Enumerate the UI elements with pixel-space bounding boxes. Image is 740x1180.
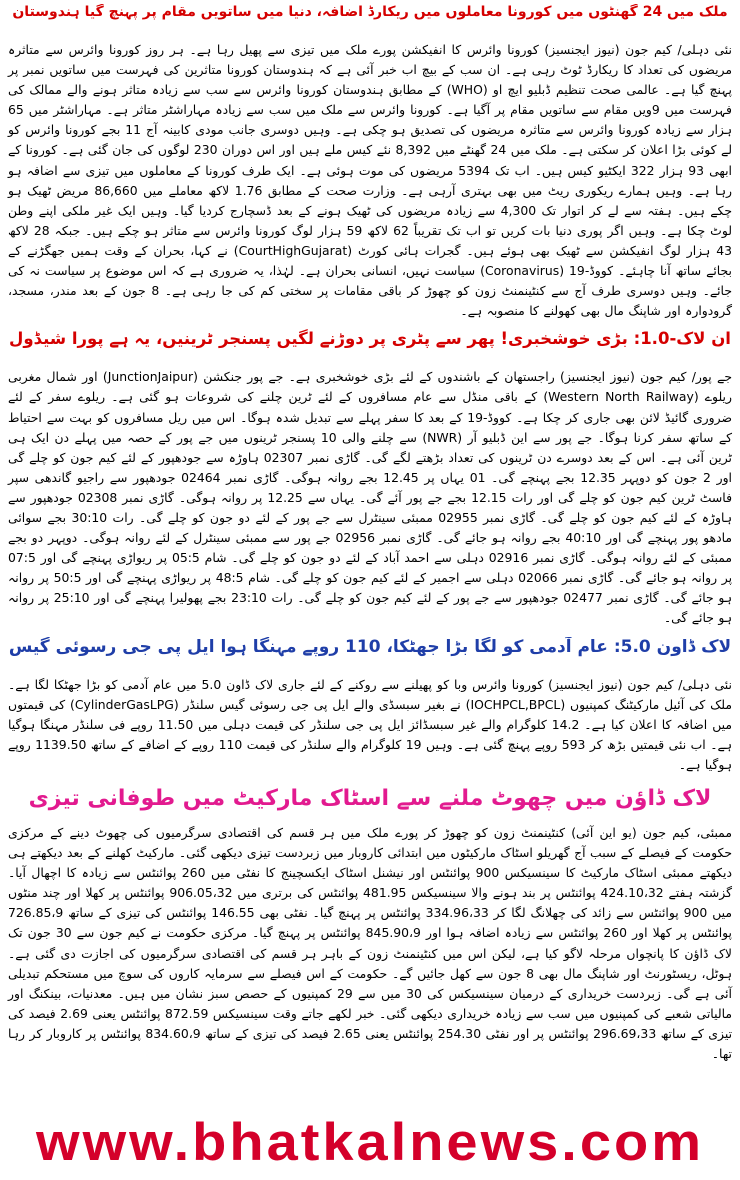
- article-headline: لاک ڈاون 5.0: عام آدمی کو لگا بڑا جھٹکا، 110 روپے مہنگا ہوا ایل پی جی رسوئی گیس: [8, 636, 732, 657]
- article-headline: لاک ڈاؤن میں چھوٹ ملنے سے اسٹاک مارکیٹ میں طوفانی تیزی: [28, 786, 712, 811]
- article-body: نئی دہلی/ کیم جون (نیوز ایجنسیز) کورونا وائرس کا انفیکشن پورے ملک میں تیزی سے پھیل رہا ہے۔ ہر روز کورونا وائرس سے متاثرہ مریضوں کی تعداد کا ریکارڈ ٹوٹ رہی ہے۔ ان سب کے بیچ اب خبر آئی ہے کہ ہندوستان کورونا متاثرین کی فہرست میں ساتویں نمبر پر پہنچ گیا ہے۔ عالمی صحت تنظیم ڈبلیو ایچ او (WHO) کے مطابق ہندوستان کورونا وائرس سے سب سے زیادہ متاثر ہونے والے ممالک کی فہرست میں 9ویں مقام سے ساتویں مقام پر آگیا ہے۔ کورونا وائرس سے ملک میں سب سے زیادہ مہاراشٹر متاثر ہے۔ مہاراشٹر میں 65 ہزار سے زیادہ کورونا وائرس سے متاثرہ مریضوں کی تصدیق ہو چکی ہے۔ وہیں دوسری جانب مودی کابینہ آج 11 بجے کورونا وائرس کو لے کوئی بڑا اعلان کر سکتی ہے۔ ملک میں 24 گھنٹے میں 8,392 نئے کیس ملے ہیں اور اس دوران 230 لوگوں کی جان گئی ہے۔ کورونا کے ابھی 93 ہزار 322 ایکٹیو کیس ہیں۔ اب تک 5394 مریضوں کی موت ہوئی ہے۔ ایک طرف کورونا کے معاملوں میں تیزی سے اضافہ ہو رہا ہے۔ وہیں ہمارے ریکوری ریٹ میں بھی بہتری آرہی ہے۔ وزارت صحت کے مطابق 1.76 لاکھ معاملے میں 86,660 مریض ٹھیک ہو چکے ہیں۔ ہفتہ سے لے کر اتوار تک 4,300 سے زیادہ مریضوں کی ٹھیک ہونے کے بعد ڈسچارج کردیا گیا۔ وہیں ایک غیر ملکی اپنے وطن لوٹ چکا ہے۔ وہیں اگر پوری دنیا بات کریں تو اب تک تقریباً 62 لاکھ 59 ہزار لوگ کورونا وائرس سے متاثر ہو چکے ہیں۔ جبکہ 28 لاکھ 43 ہزار لوگ انفیکشن سے ٹھیک بھی ہوئے ہیں۔ گجرات ہائی کورٹ (CourtHighGujarat) نے کہا، بحران کے وقت ہمیں جھگڑنے کے بجائے ساتھ آنا چاہئے۔ کووڈ-19 (Coronavirus) سیاست نہیں، انسانی بحران ہے۔ لہٰذا، یہ ضروری ہے کہ اس موضوع پر سیاست نہ کی جائے۔ وہیں دوسری طرف آج سے کنٹینمنٹ زون کو چھوڑ کر باقی مقامات پر سختی کم کی جا رہی ہے۔ 8 جون کے بعد مندر، مسجد، گرودوارہ اور شاپنگ مال بھی کھولنے کا منصوبہ ہے۔: [8, 42, 733, 319]
- article-lpg-price: [8, 637, 732, 775]
- article-body: نئی دہلی/ کیم جون (نیوز ایجنسیز) کورونا وائرس وبا کو پھیلنے سے روکنے کے لئے جاری لاک ڈاون 5.0 میں عام آدمی کو بڑا جھٹکا لگا ہے۔ ملک کی آئیل مارکیٹنگ کمپنیوں (IOCHPCL,BPCL) نے بغیر سبسڈی والے ایل پی جی رسوئی گیس سلنڈر (CylinderGasLPG) کی قیمتوں میں اضافہ کا اعلان کیا ہے۔ 14.2 کلوگرام والے غیر سبسڈائز ایل پی جی سلنڈر کی قیمت دہلی میں 11.50 روپے فی سلنڈر مہنگا ہوگیا ہے۔ اب نئی قیمتیں بڑھ کر 593 روپے پہنچ گئی ہے۔ وہیں 19 کلوگرام والے سلنڈر کی قیمت 110 روپے کے اضافے کے ساتھ 1139.50 روپے ہوگیا ہے۔: [8, 676, 732, 772]
- website-url: www.bhatkalnews.com: [36, 1111, 704, 1172]
- article-body: ممبئی، کیم جون (یو این آئی) کنٹینمنٹ زون کو چھوڑ کر پورے ملک میں ہر قسم کی اقتصادی سرگرمیوں کی چھوٹ دینے کے مرکزی حکومت کے فیصلے کے سبب آج گھریلو اسٹاک مارکیٹوں میں ابتدائی کاروبار میں زبردست تیزی دیکھی گئی۔ مارکیٹ کھلنے کے بعد دیکھتے ہی دیکھتے ممبئی اسٹاک مارکیٹ کا سینسیکس 900 پوائنٹس اور نیشنل اسٹاک ایکسچینج کا نفٹی میں 260 پوائنٹس سے زیادہ کا اچھال آیا۔ گزشتہ ہفتے 424.10،32 پوائنٹس پر بند ہونے والا سینسیکس 481.95 پوائنٹس کی برتری میں 906.05،32 پوائنٹس پر کھلا اور چند منٹوں میں 900 پوائنٹس سے زائد کی چھلانگ لگا کر 334.96،33 پوائنٹس پر پہنچ گیا۔ نفٹی بھی 146.55 پوائنٹس کی تیزی کے ساتھ 726.85،9 پوائنٹس پر کھلا اور 260 پوائنٹس سے زیادہ اضافہ ہوا اور 845.90،9 پوائنٹس پر پہنچ گیا۔ مرکزی حکومت نے کیم جون سے 30 جون تک لاک ڈاؤن کا پانچواں مرحلہ لاگو کیا ہے، لیکن اس میں کنٹینمنٹ زون کے باہر ہر قسم کی اقتصادی سرگرمیوں کی اجازت دی گئی ہے۔ ہوٹل، ریسٹورنٹ اور شاپنگ مال بھی 8 جون سے کھل جائیں گے۔ حکومت کے اس فیصلے سے سرمایہ کاروں کی سوچ میں مستحکم تبدیلی آئی ہے گی۔ زبردست خریداری کے درمیان سینسیکس کی 30 میں سے 29 کمپنیوں کے حصص سبز نشان میں ہیں۔ معدنیات، بینکنگ اور مالیاتی شعبے کی کمپنیوں میں سب سے زیادہ خریداری دیکھی گئی۔ خبر لکھے جاتے وقت سینسیکس 872.59 پوائنٹس یعنی 2.69 فیصد کی تیزی کے ساتھ 296.69،33 پوائنٹس پر اور نفٹی 254.30 پوائنٹس یعنی 2.65 فیصد کی تیزی کے ساتھ 834.60،9 پوائنٹس پر کاروبار کر رہا تھا۔: [8, 825, 733, 1062]
- article-stock-market: [8, 785, 732, 1064]
- article-corona-record: [8, 4, 732, 321]
- article-headline: ملک میں 24 گھنٹوں میں کورونا معاملوں میں ریکارڈ اضافہ، دنیا میں ساتویں مقام پر پہنچ گیا ہندوستان: [12, 4, 728, 20]
- article-unlock-trains: [8, 329, 732, 628]
- footer-watermark: [0, 1109, 740, 1174]
- article-headline: ان لاک-1.0: بڑی خوشخبری! پھر سے پٹری پر دوڑنے لگیں پسنجر ٹرینیں، یہ ہے پورا شیڈول: [9, 329, 731, 349]
- article-body: جے پور/ کیم جون (نیوز ایجنسیز) راجستھان کے باشندوں کے لئے بڑی خوشخبری ہے۔ جے پور جنکشن (JunctionJaipur) اور شمال مغربی ریلوے (Western North Railway) کے باقی منڈل سے عام مسافروں کے لئے ٹرین چلنے کی شروعات ہو گئی ہے۔ ریلوے سفر کے لئے ضروری گائیڈ لائن بھی جاری کر چکا ہے۔ کووڈ-19 کے بعد کا سفر پہلے سے تبدیل شدہ ہوگا۔ اس میں ریل مسافروں کو بہت سے احتیاط کے ساتھ سفر کرنا ہوگا۔ جے پور سے این ڈبلیو آر (NWR) سے چلنے والی 10 پسنجر ٹرینوں میں جے پور کے حصہ میں پہلے دن ایک ہی ٹرین آئی ہے۔ اس کے بعد دوسرے دن ٹرینوں کی تعداد بڑھتے لگے گی۔ گاڑی نمبر 02307 ہاوڑہ سے جودھپور کے لئے کیم جون کو چلے گی اور 2 جون کو دوپہر 12.35 بجے پہنچے گی۔ 01 یہاں پر 12.45 بجے روانہ ہوگی۔ گاڑی نمبر 02464 جودھپور سے راجیو گاندھی سپر فاسٹ ٹرین کیم جون کو چلے گی اور رات 12.15 بجے جے پور آئے گی۔ یہاں سے 12.25 پر روانہ ہوگی۔ گاڑی نمبر 02308 جودھپور سے ہاوڑہ کے لئے کیم جون کو چلے گی۔ گاڑی نمبر 02955 ممبئی سینٹرل سے جے پور کے لئے دو جون کو چلے گی۔ رات 30:10 بجے سوائی مادھو پور پہنچے گی اور 40:10 بجے روانہ ہو جائے گی۔ گاڑی نمبر 02956 جے پور سے ممبئی سینٹرل کے لئے روانہ ہوگی۔ دوپہر دو بجے ممبئی کے لئے روانہ ہوگی۔ گاڑی نمبر 02916 دہلی سے احمد آباد کے لئے دو جون کو چلے گی۔ شام 05:5 پر ریواڑی پہنچے گی اور 07:5 پر روانہ ہو جائے گی۔ گاڑی نمبر 02066 دہلی سے اجمیر کے لئے کیم جون کو چلے گی۔ شام 48:5 پر ریواڑی پہنچے گی اور 50:5 پر روانہ ہو جائے گی۔ گاڑی نمبر 02477 جودھپور سے جے پور کے لئے کیم جون کو چلے گی۔ رات 23:10 بجے پھولیرا پہنچے گی اور 25:10 پر روانہ ہو جائے گی۔: [8, 369, 733, 626]
